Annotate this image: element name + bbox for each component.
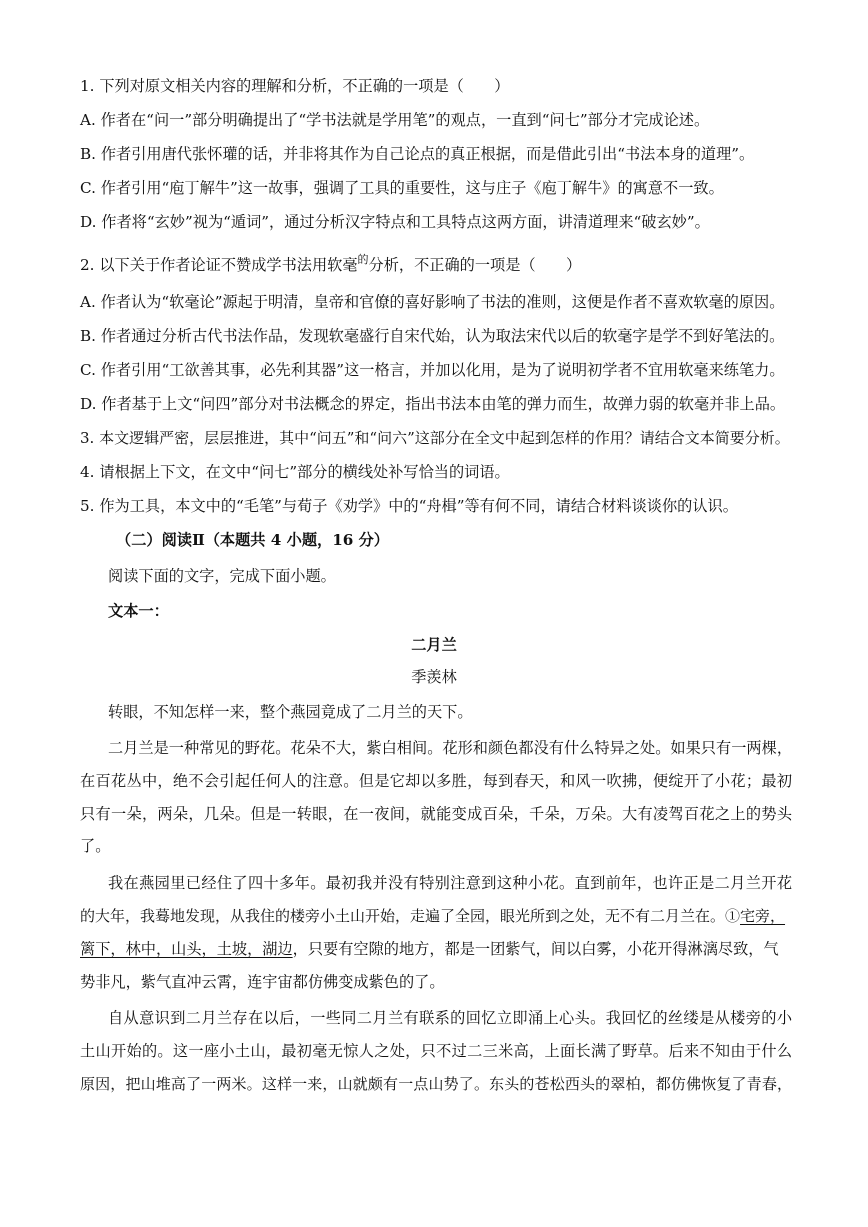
article-line: 势非凡，紫气直冲云霄，连宇宙都仿佛变成紫色的了。	[80, 973, 445, 991]
question-1-option-b: B. 作者引用唐代张怀瓘的话，并非将其作为自己论点的真正根据，而是借此引出“书法本身的道理”。	[80, 145, 755, 163]
article-line: 在百花丛中，绝不会引起任何人的注意。但是它却以多胜，每到春天，和风一吹拂，便绽开了小花；最初	[80, 772, 792, 790]
question-1: 1. 下列对原文相关内容的理解和分析，不正确的一项是（ ）	[80, 77, 510, 95]
underlined-phrase: 宅旁，	[740, 907, 786, 925]
article-line	[80, 906, 792, 926]
reading-instruction: 阅读下面的文字，完成下面小题。	[108, 567, 336, 585]
question-2-option-c: C. 作者引用“工欲善其事，必先利其器”这一格言，并加以化用，是为了说明初学者不宜用软毫来练笔力。	[80, 361, 785, 379]
article-line: 了。	[80, 837, 111, 855]
text-label: 文本一：	[108, 602, 169, 620]
question-1-option-c: C. 作者引用“庖丁解牛”这一故事，强调了工具的重要性，这与庄子《庖丁解牛》的寓意不一致。	[80, 179, 724, 197]
question-2	[80, 255, 792, 277]
article-line: 二月兰是一种常见的野花。花朵不大，紫白相间。花形和颜色都没有什么特异之处。如果只有一两棵，	[108, 739, 792, 757]
question-2-option-d: D. 作者基于上文“问四”部分对书法概念的界定，指出书法本由笔的弹力而生，故弹力弱的软毫并非上品。	[80, 395, 786, 413]
article-line: 土山开始的。这一座小土山，最初毫无惊人之处，只不过二三米高，上面长满了野草。后来不知由于什么	[80, 1042, 792, 1060]
underlined-phrase: 篱下，林中，山头，土坡，湖边	[80, 940, 293, 958]
article-line: 只有一朵，两朵，几朵。但是一转眼，在一夜间，就能变成百朵，千朵，万朵。大有凌驾百花之上的势头	[80, 805, 792, 823]
article-line-text: ，只要有空隙的地方，都是一团紫气，间以白雾，小花开得淋漓尽致，气	[292, 940, 779, 958]
question-1-option-a: A. 作者在“问一”部分明确提出了“学书法就是学用笔”的观点，一直到“问七”部分才完成论述。	[80, 111, 710, 129]
section-heading: （二）阅读Ⅱ（本题共 4 小题，16 分）	[116, 531, 389, 549]
article-title: 二月兰	[411, 636, 457, 654]
question-3: 3. 本文逻辑严密，层层推进，其中“问五”和“问六”这部分在全文中起到怎样的作用？请结合文本简要分析。	[80, 429, 790, 447]
question-2-superscript: 的	[357, 253, 369, 266]
question-5: 5. 作为工具，本文中的“毛笔”与荀子《劝学》中的“舟楫”等有何不同，请结合材料谈谈你的认识。	[80, 497, 738, 515]
question-4: 4. 请根据上下文，在文中“问七”部分的横线处补写恰当的词语。	[80, 463, 510, 481]
article-line	[80, 939, 792, 959]
question-2-text-b: 分析，不正确的一项是（ ）	[368, 256, 582, 274]
article-line-text: 的大年，我蓦地发现，从我住的楼旁小土山开始，走遍了全园，眼光所到之处，无不有二月兰在。①	[80, 907, 741, 925]
article-line: 自从意识到二月兰存在以后，一些同二月兰有联系的回忆立即涌上心头。我回忆的丝缕是从楼旁的小	[108, 1009, 792, 1027]
article-line: 原因，把山堆高了一两米。这样一来，山就颇有一点山势了。东头的苍松西头的翠柏，都仿佛恢复了青春，	[80, 1075, 792, 1093]
question-1-option-d: D. 作者将“玄妙”视为“遁词”，通过分析汉字特点和工具特点这两方面，讲清道理来“破玄妙”。	[80, 213, 710, 231]
question-2-text-a: 2. 以下关于作者论证不赞成学书法用软毫	[80, 256, 358, 274]
article-line: 我在燕园里已经住了四十多年。最初我并没有特别注意到这种小花。直到前年，也许正是二月兰开花	[108, 874, 792, 892]
question-2-option-b: B. 作者通过分析古代书法作品，发现软毫盛行自宋代始，认为取法宋代以后的软毫字是学不到好笔法的。	[80, 327, 785, 345]
question-2-option-a: A. 作者认为“软毫论”源起于明清，皇帝和官僚的喜好影响了书法的准则，这便是作者不喜欢软毫的原因。	[80, 293, 785, 311]
article-author: 季羡林	[411, 668, 457, 686]
article-line: 转眼，不知怎样一来，整个燕园竟成了二月兰的天下。	[108, 703, 473, 721]
